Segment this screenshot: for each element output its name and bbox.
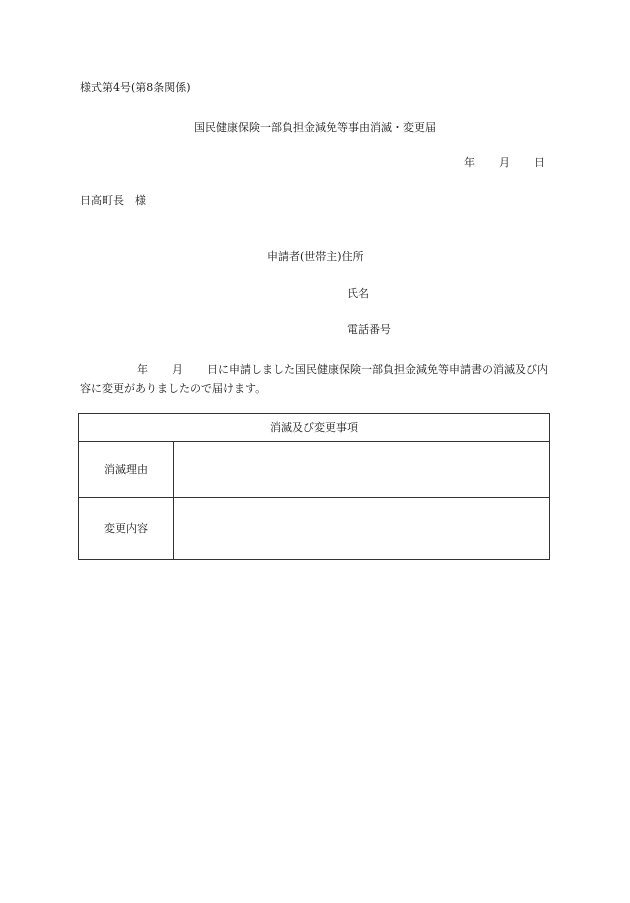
date-line — [464, 157, 545, 168]
document-title: 国民健康保険一部負担金減免等事由消滅・変更届 — [194, 121, 436, 134]
form-number: 様式第4号(第8条関係) — [80, 81, 191, 94]
change-items-table — [78, 413, 550, 560]
date-day: 日 — [534, 156, 545, 169]
table-header-row — [79, 414, 550, 442]
row-label-extinction-reason: 消滅理由 — [79, 442, 174, 498]
addressee: 日高町長 様 — [80, 194, 146, 207]
applicant-address-label: 申請者(世帯主)住所 — [267, 250, 364, 263]
body-month: 月 — [172, 363, 183, 376]
body-sentence: 日に申請しました国民健康保険一部負担金減免等申請書の消滅及び内容に変更がありましたので届けます。 — [80, 363, 548, 395]
applicant-name-label: 氏名 — [347, 287, 369, 300]
date-year: 年 — [464, 156, 475, 169]
body-year: 年 — [137, 363, 148, 376]
row-value-change-details[interactable] — [174, 498, 550, 560]
table-header: 消滅及び変更事項 — [79, 414, 550, 442]
table-row — [79, 498, 550, 560]
applicant-phone-label: 電話番号 — [347, 323, 391, 336]
date-month: 月 — [499, 156, 510, 169]
row-value-extinction-reason[interactable] — [174, 442, 550, 498]
row-label-change-details: 変更内容 — [79, 498, 174, 560]
body-text — [80, 360, 550, 398]
table-row — [79, 442, 550, 498]
